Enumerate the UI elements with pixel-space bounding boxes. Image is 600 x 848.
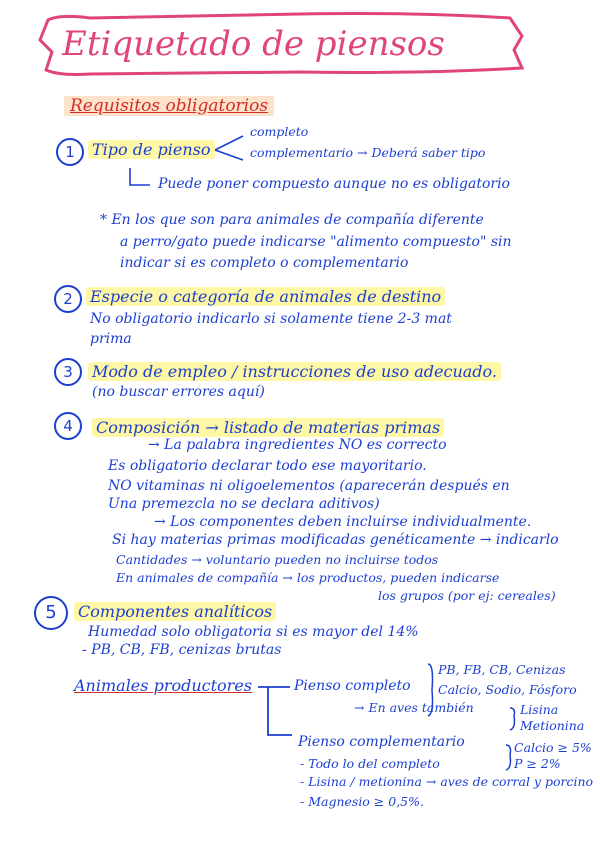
completo-list2: Calcio, Sodio, Fósforo (438, 682, 577, 697)
s5-heading: Componentes analíticos (74, 602, 276, 621)
arrow-productores (258, 687, 292, 735)
page-title: Etiquetado de piensos (62, 24, 445, 64)
s1-note-line3: indicar si es completo o complementario (120, 255, 409, 271)
aves-metionina: Metionina (520, 718, 585, 733)
s2-line1: No obligatorio indicarlo si solamente tiene 2-3 mat (90, 311, 452, 327)
pienso-complementario-label: Pienso complementario (298, 734, 465, 750)
s2-line2: prima (90, 331, 132, 347)
s4-line4: Una premezcla no se declara aditivos) (108, 496, 380, 512)
comp-line1: - Todo lo del completo (300, 756, 440, 771)
comp-line3: - Magnesio ≥ 0,5%. (300, 794, 424, 809)
productores-label: Animales productores (74, 676, 252, 695)
s5-line2: - PB, CB, FB, cenizas brutas (82, 642, 282, 658)
completo-list1: PB, FB, CB, Cenizas (438, 662, 566, 677)
section-number-4: 4 (54, 412, 82, 440)
s3-heading: Modo de empleo / instrucciones de uso adecuado. (88, 362, 501, 381)
s1-subnote: Puede poner compuesto aunque no es obligatorio (158, 176, 510, 192)
comp-fosforo: P ≥ 2% (514, 756, 561, 771)
s4-line9: los grupos (por ej: cereales) (378, 588, 556, 603)
bracket-aves (510, 708, 515, 730)
pienso-completo-label: Pienso completo (294, 678, 411, 694)
s1-option-completo: completo (250, 124, 309, 139)
bracket-comp (506, 745, 511, 770)
aves-note: → En aves también (354, 700, 474, 715)
s2-heading: Especie o categoría de animales de destino (86, 287, 445, 306)
arrow-puede (130, 168, 150, 185)
section-number-2: 2 (54, 285, 82, 313)
s4-line1: → La palabra ingredientes NO es correcto (148, 437, 447, 453)
s4-line7: Cantidades → voluntario pueden no incluirse todos (116, 552, 439, 567)
comp-calcio: Calcio ≥ 5% (514, 740, 592, 755)
s4-line3: NO vitaminas ni oligoelementos (aparecerán después en (108, 478, 510, 494)
section-number-1: 1 (56, 138, 84, 166)
s4-line8: En animales de compañía → los productos, pueden indicarse (116, 570, 500, 585)
s1-note-line1: * En los que son para animales de compañía diferente (100, 212, 484, 228)
s5-line1: Humedad solo obligatoria si es mayor del 14% (88, 624, 419, 640)
s4-line5: → Los componentes deben incluirse individualmente. (154, 514, 532, 530)
s4-line2: Es obligatorio declarar todo ese mayoritario. (108, 458, 427, 474)
s1-note-line2: a perro/gato puede indicarse "alimento compuesto" sin (120, 234, 512, 250)
s4-heading: Composición → listado de materias primas (92, 418, 444, 437)
s1-heading: Tipo de pienso (88, 140, 215, 159)
section-number-3: 3 (54, 358, 82, 386)
section-heading: Requisitos obligatorios (64, 96, 274, 116)
section-number-5: 5 (34, 596, 68, 630)
aves-lisina: Lisina (520, 702, 559, 717)
s4-line6: Si hay materias primas modificadas genéticamente → indicarlo (112, 532, 559, 548)
arrow-tipo (215, 136, 243, 160)
s3-line1: (no buscar errores aquí) (92, 384, 265, 400)
s1-option-complementario: complementario → Deberá saber tipo (250, 145, 486, 160)
comp-line2: - Lisina / metionina → aves de corral y porcino (300, 774, 594, 789)
